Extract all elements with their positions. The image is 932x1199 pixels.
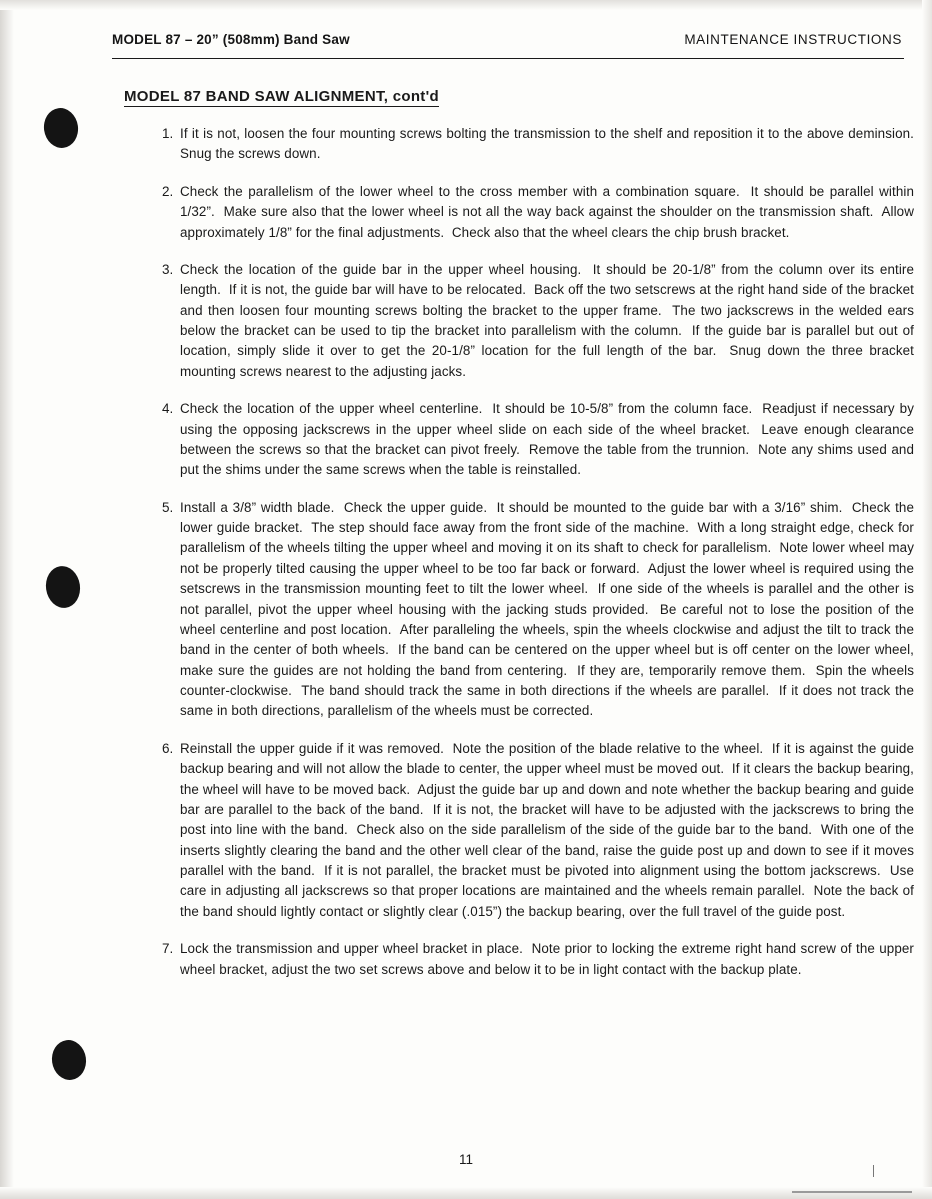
list-item-number: 4. [162,401,174,417]
page-title: MODEL 87 BAND SAW ALIGNMENT, cont'd [124,88,439,105]
page-header [112,32,902,47]
list-item-text: Check the parallelism of the lower wheel to the cross member with a combination square. It should be parallel within 1/32”. Make sure also that the lower wheel is not all the way back against the shoulder on the transmission shaft. Allow approximately 1/8” for the final adjustments. Check also that the wheel clears the chip brush bracket. [180,183,918,240]
list-item-number: 1. [162,126,174,141]
scan-edge-bottom [0,1187,932,1199]
scan-tick-mark [873,1165,874,1177]
list-item-text: If it is not, loosen the four mounting screws bolting the transmission to the shelf and reposition it to the above deminsion. Snug the screws down. [180,126,922,162]
scan-smudge [792,1191,912,1193]
list-item [124,124,922,165]
scan-edge-left [0,0,14,1199]
list-item-text: Install a 3/8” width blade. Check the upper guide. It should be mounted to the guide bar with a 3/16” shim. Check the lower guide bracket. The step should face away from the front side of the machine. With a long straight edge, check for parallelism of the wheels tilting the upper wheel and moving it on its shaft to check for parallelism. Note lower wheel may not be properly tilted causing the upper wheel to be too far back or forward. Adjust the lower wheel is required using the setscrews in the transmission mounting feet to tilt the lower wheel. If one side of the wheels is parallel and the other is not parallel, pivot the upper wheel housing with the jacking studs provided. Be careful not to lose the position of the wheel centerline and post location. After paralleling the wheels, spin the wheels clockwise and adjust the tilt to track the band in the center of both wheels. If the band can be centered on the upper wheel but is off center on the lower wheel, make sure the guides are not holding the band from centering. If they are, temporarily remove them. Spin the wheels counter-clockwise. The band should track the same in both directions if the wheels are parallel. If it does not track the same in both directions, parallelism of the wheels must be corrected. [180,499,918,719]
header-section-label: MAINTENANCE INSTRUCTIONS [684,32,902,47]
scan-edge-top [0,0,932,10]
binder-punch-hole [41,106,80,150]
list-item-number: 2. [162,183,174,199]
header-divider [112,58,904,59]
list-item-text: Check the location of the guide bar in the upper wheel housing. It should be 20-1/8” from the column over its entire length. If it is not, the guide bar will have to be relocated. Back off the two setscrews at the right hand side of the bracket and then loosen four mounting screws bolting the bracket to the upper frame. The two jackscrews in the welded ears below the bracket can be used to tip the bracket into parallelism with the column. If the guide bar is parallel but out of location, simply slide it over to get the 20-1/8” location for the full length of the bar. Snug down the three bracket mounting screws nearest to the adjusting jacks. [180,261,918,379]
binder-punch-hole [43,564,83,610]
list-item-text: Check the location of the upper wheel centerline. It should be 10-5/8” from the column face. Readjust if necessary by using the opposing jackscrews in the upper wheel slide on each side of the wheel bracket. Leave enough clearance between the screws so that the bracket can pivot freely. Remove the table from the trunnion. Note any shims used and put the shims under the same screws when the table is reinstalled. [180,401,918,478]
binder-punch-hole [49,1038,88,1082]
list-item [124,939,918,980]
instruction-list [124,124,922,997]
list-item-text: Reinstall the upper guide if it was removed. Note the position of the blade relative to the wheel. If it is against the guide backup bearing and will not allow the blade to center, the upper wheel must be moved out. If it clears the backup bearing, the wheel will have to be moved back. Adjust the guide bar up and down and note whether the backup bearing and guide bar are parallel to the back of the band. If it is not, the bracket will have to be adjusted with the jackscrews to bring the post into line with the band. Check also on the side parallelism of the side of the guide bar to the band. With one of the inserts slightly clearing the band and the other well clear of the band, raise the guide post up and down to see if it moves parallel with the band. If it is not parallel, the bracket must be pivoted into alignment using the bottom jackscrews. Use care in adjusting all jackscrews so that proper locations are maintained and the wheels remain parallel. Note the back of the band should lightly contact or slightly clear (.015”) the backup bearing, over the full travel of the guide post. [180,740,918,919]
list-item-number: 5. [162,499,174,515]
scan-edge-right [922,0,932,1199]
list-item-number: 6. [162,740,174,756]
list-item [124,260,918,382]
list-item [124,498,918,722]
header-model-label: MODEL 87 – 20” (508mm) Band Saw [112,32,350,47]
list-item-number: 3. [162,261,174,277]
list-item-text: Lock the transmission and upper wheel bracket in place. Note prior to locking the extreme right hand screw of the upper wheel bracket, adjust the two set screws above and below it to be in light contact with the backup plate. [180,941,918,977]
page-number: 11 [458,1152,473,1167]
list-item [124,739,918,922]
list-item [124,399,918,481]
list-item [124,182,918,243]
list-item-number: 7. [162,941,174,957]
